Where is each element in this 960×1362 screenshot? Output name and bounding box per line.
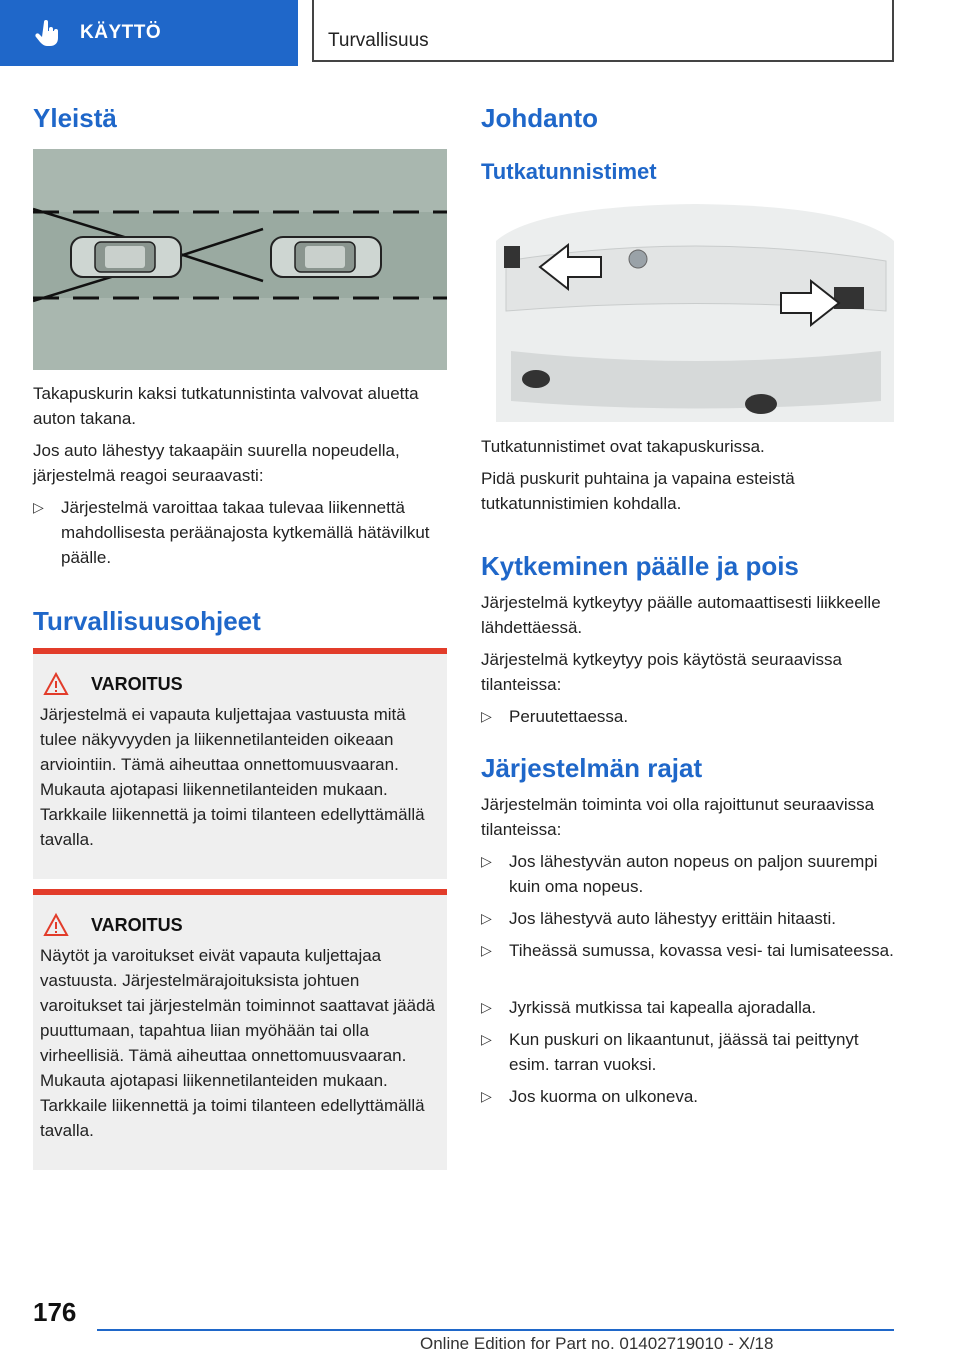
- section-title-safety: Turvallisuusohjeet: [33, 606, 261, 636]
- warning-triangle-icon: [43, 913, 69, 937]
- general-paragraph-2: Jos auto lähestyy takaapäin suurella nopeudella, järjestelmä reagoi seuraavasti:: [33, 441, 400, 485]
- list-item: ▷ Tiheässä sumussa, kovassa vesi- tai lumisateessa.: [481, 938, 895, 963]
- car-rear-illustration: [496, 201, 894, 422]
- edition-note: Online Edition for Part no. 01402719010 - X/18: [420, 1334, 774, 1353]
- warning-box-1: [33, 648, 447, 879]
- bullet-triangle-icon: ▷: [481, 942, 492, 958]
- sensors-paragraph-1: Tutkatunnistimet ovat takapuskurissa.: [481, 437, 765, 456]
- bullet-triangle-icon: ▷: [481, 708, 492, 724]
- section-label: Turvallisuus: [328, 30, 429, 51]
- list-item: ▷ Kun puskuri on likaantunut, jäässä tai peittynyt esim. tarran vuoksi.: [481, 1027, 895, 1077]
- hand-pointer-icon: [34, 19, 62, 47]
- subsection-title-sensors: Tutkatunnistimet: [481, 159, 657, 184]
- bullet-triangle-icon: ▷: [481, 1031, 492, 1047]
- warning-box-2: [33, 889, 447, 1170]
- section-title-limits: Järjestelmän rajat: [481, 753, 703, 783]
- warning-text: Järjestelmä ei vapauta kuljettajaa vastuusta mitä tulee näkyvyyden ja liikennetilanteiden oikeaan arviointiin. Tämä aiheuttaa onnettomuusvaaran. Mukauta ajotapasi liikennetilanteiden mukaan. Tarkkaile liikennettä ja toimi tilanteen edellyttämällä tavalla.: [40, 705, 425, 849]
- list-item: ▷ Jos lähestyvä auto lähestyy erittäin hitaasti.: [481, 906, 895, 931]
- bullet-triangle-icon: ▷: [481, 910, 492, 926]
- car-rear: [71, 237, 181, 277]
- chapter-label: KÄYTTÖ: [80, 22, 162, 43]
- list-item: ▷ Jos lähestyvän auton nopeus on paljon suurempi kuin oma nopeus.: [481, 849, 895, 899]
- bullet-triangle-icon: ▷: [33, 499, 44, 515]
- warning-text: Näytöt ja varoitukset eivät vapauta kuljettajaa vastuusta. Järjestelmärajoituksista johtuen varoitukset tai järjestelmän toiminnot saattavat jäädä puuttumaan, tapahtua liian myöhään tai olla virheellisiä. Tämä aiheuttaa onnettomuusvaaran. Mukauta ajotapasi liikennetilanteiden mukaan. Tarkkaile liikennettä ja toimi tilanteen edellyttämällä tavalla.: [40, 946, 435, 1140]
- page-number: 176: [33, 1297, 77, 1327]
- road-illustration: [33, 149, 447, 370]
- list-item: ▷ Järjestelmä varoittaa takaa tulevaa liikennettä mahdollisesta peräänajosta kytkemällä hätävilkut päälle.: [33, 495, 447, 570]
- limits-paragraph: Järjestelmän toiminta voi olla rajoittunut seuraavissa tilanteissa:: [481, 795, 875, 839]
- bullet-triangle-icon: ▷: [481, 853, 492, 869]
- on-off-paragraph-2: Järjestelmä kytkeytyy pois käytöstä seuraavissa tilanteissa:: [481, 650, 842, 694]
- list-item: ▷ Peruutettaessa.: [481, 704, 895, 729]
- on-off-paragraph-1: Järjestelmä kytkeytyy päälle automaattisesti liikkeelle lähdettäessä.: [481, 593, 881, 637]
- chapter-tab[interactable]: [0, 0, 298, 66]
- car-front: [271, 237, 381, 277]
- section-title-on-off: Kytkeminen päälle ja pois: [481, 551, 799, 581]
- warning-title: VAROITUS: [91, 914, 183, 935]
- list-item: ▷ Jyrkissä mutkissa tai kapealla ajoradalla.: [481, 995, 895, 1020]
- bullet-triangle-icon: ▷: [481, 1088, 492, 1104]
- list-item: ▷ Jos kuorma on ulkoneva.: [481, 1084, 895, 1109]
- bullet-triangle-icon: ▷: [481, 999, 492, 1015]
- section-title-general: Yleistä: [33, 103, 117, 133]
- section-header: [312, 0, 894, 62]
- warning-triangle-icon: [43, 672, 69, 696]
- section-title-intro: Johdanto: [481, 103, 598, 133]
- warning-title: VAROITUS: [91, 673, 183, 694]
- general-paragraph-1: Takapuskurin kaksi tutkatunnistinta valvovat aluetta auton takana.: [33, 384, 419, 428]
- footer-divider: [97, 1329, 894, 1331]
- sensors-paragraph-2: Pidä puskurit puhtaina ja vapaina esteistä tutkatunnistimien kohdalla.: [481, 469, 795, 513]
